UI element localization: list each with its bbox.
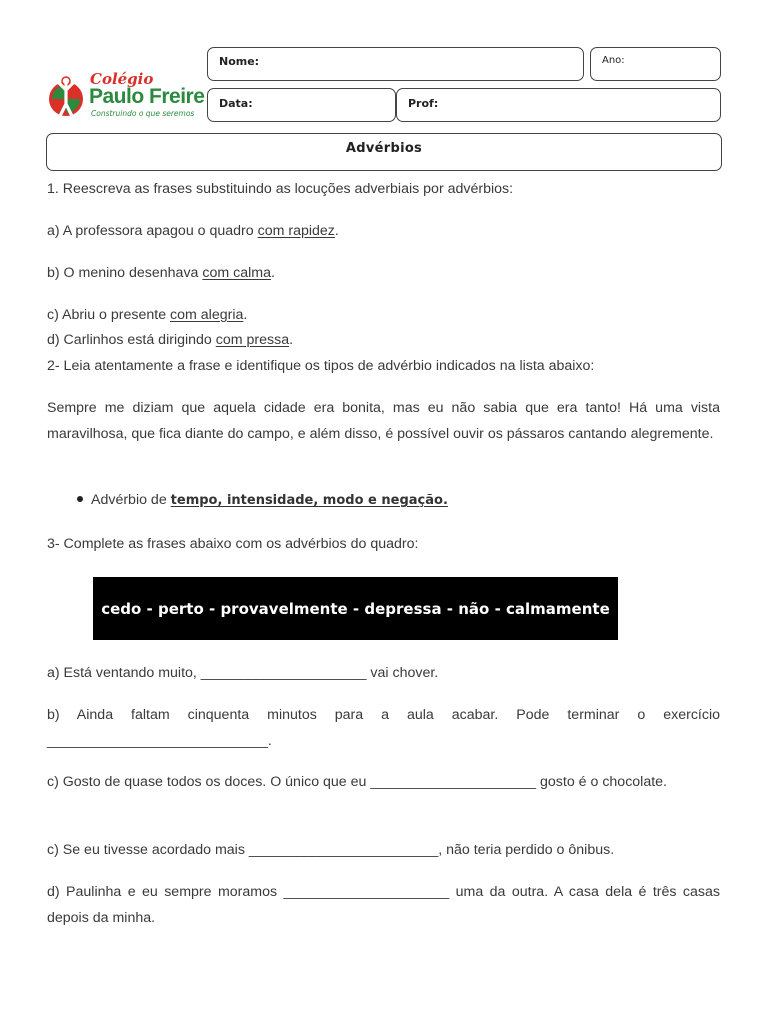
school-emblem-icon: [48, 72, 88, 120]
q2-text: Sempre me diziam que aquela cidade era bonita, mas eu não sabia que era tanto! Há uma vista maravilhosa, que fica diante do campo, e além disso, é possível ouvir os pássaros cantando alegremente.: [47, 400, 720, 442]
q1-item-c: c) Abriu o presente com alegria.: [47, 307, 248, 323]
logo-text-name: Paulo Freire: [89, 85, 205, 108]
ano-label: Ano:: [602, 55, 625, 66]
q1-c-phrase: com alegria: [170, 307, 244, 323]
prof-field[interactable]: [396, 88, 721, 122]
q1-d-phrase: com pressa: [215, 332, 290, 348]
q3-item-a: a) Está ventando muito, _____________________ vai chover.: [47, 665, 439, 681]
q3-item-b: b) Ainda faltam cinquenta minutos para a aula acabar. Pode terminar o exercício ____________________________.: [47, 707, 720, 749]
q1-b-phrase: com calma: [202, 265, 271, 281]
q1-item-b: b) O menino desenhava com calma.: [47, 265, 275, 281]
nome-field[interactable]: [207, 47, 584, 81]
q3-item-d: d) Paulinha e eu sempre moramos _____________________ uma da outra. A casa dela é três casas depois da minha.: [47, 884, 720, 926]
q1-a-phrase: com rapidez: [257, 223, 335, 239]
nome-label: Nome:: [219, 55, 260, 68]
school-logo: [48, 68, 210, 124]
bullet-icon: [77, 496, 83, 502]
q3-item-c: c) Gosto de quase todos os doces. O único que eu _____________________ gosto é o chocolate.: [47, 774, 667, 790]
logo-tagline: Construindo o que seremos: [91, 109, 195, 118]
page-title: Advérbios: [46, 133, 722, 171]
q3-prompt: 3- Complete as frases abaixo com os advérbios do quadro:: [47, 536, 419, 552]
data-label: Data:: [219, 97, 253, 110]
word-bank-box: cedo - perto - provavelmente - depressa - não - calmamente: [93, 577, 618, 640]
data-field[interactable]: [207, 88, 396, 122]
q2-prompt: 2- Leia atentamente a frase e identifique os tipos de advérbio indicados na lista abaixo:: [47, 358, 595, 374]
logo-text-colegio: Colégio: [90, 70, 154, 88]
q1-item-a: a) A professora apagou o quadro com rapidez.: [47, 223, 339, 239]
prof-label: Prof:: [408, 97, 439, 110]
q3-item-c2: c) Se eu tivesse acordado mais ________________________, não teria perdido o ônibus.: [47, 842, 615, 858]
q1-item-d: d) Carlinhos está dirigindo com pressa.: [47, 332, 294, 348]
ano-field[interactable]: [590, 47, 721, 81]
q1-prompt: 1. Reescreva as frases substituindo as locuções adverbiais por advérbios:: [47, 181, 514, 197]
q2-bullet-bold: tempo, intensidade, modo e negação.: [170, 493, 448, 508]
q2-bullet: Advérbio de tempo, intensidade, modo e negação.: [77, 492, 448, 508]
